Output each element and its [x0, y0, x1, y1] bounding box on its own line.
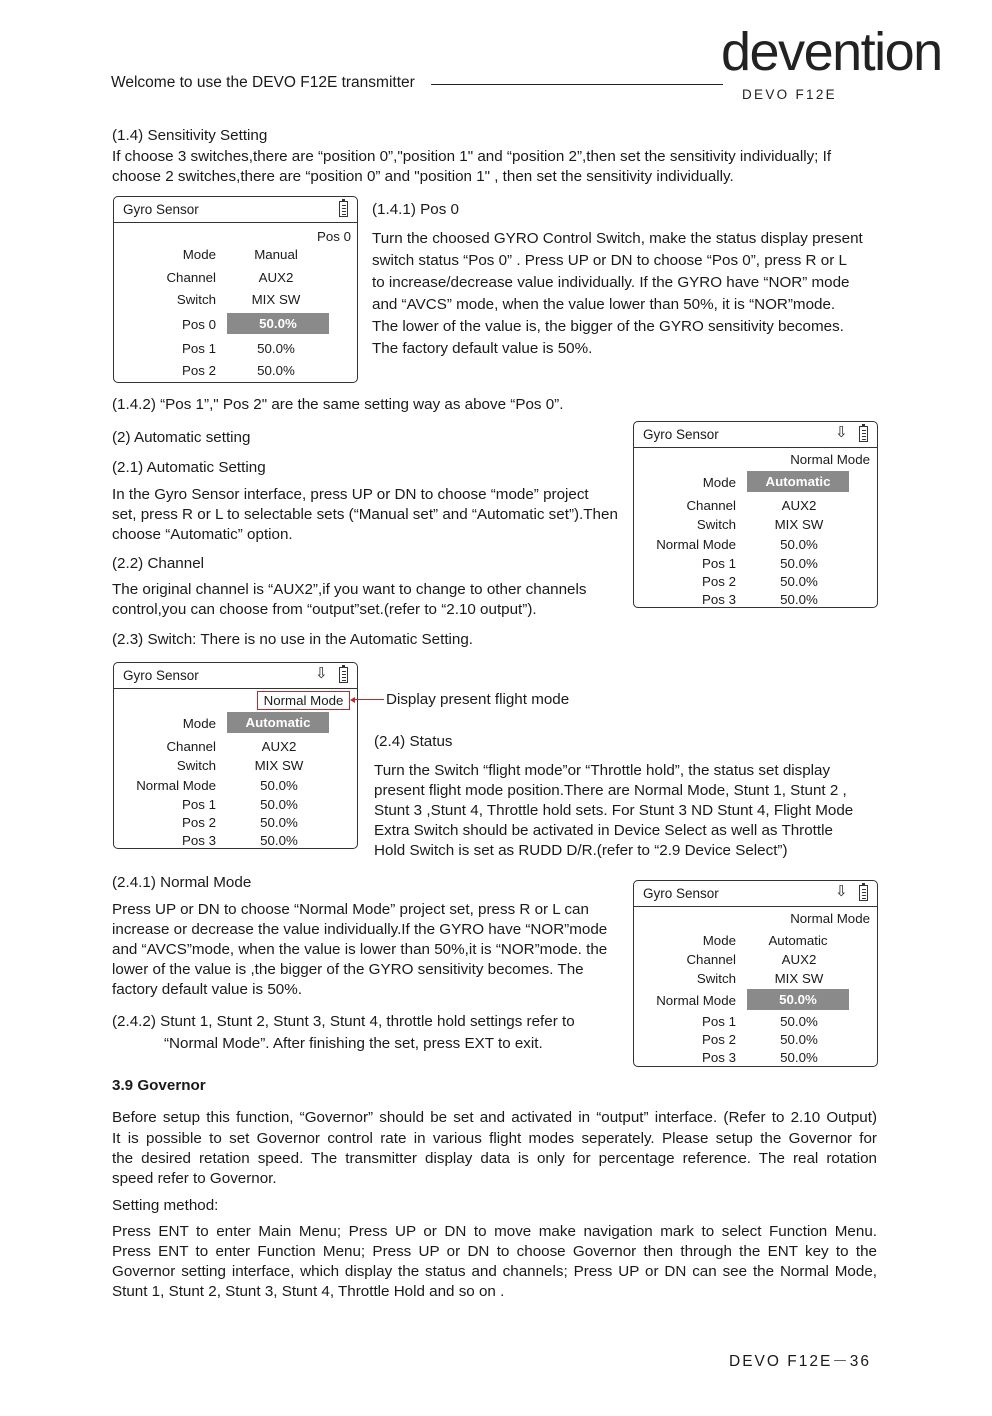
section-3-9-line: the desired retation speed. The transmitter display data is only for percentage reference. The real rotation — [112, 1150, 877, 1167]
section-1-4-heading: (1.4) Sensitivity Setting — [112, 127, 268, 144]
section-2-4-heading: (2.4) Status — [374, 733, 453, 750]
lcd-title: Gyro Sensor — [643, 886, 719, 901]
lcd-row-label: Pos 2 — [701, 574, 736, 589]
lcd-row-label: Channel — [166, 270, 216, 285]
section-1-4-1-line: Turn the choosed GYRO Control Switch, make the status display present — [372, 230, 863, 247]
header-title: Welcome to use the DEVO F12E transmitter — [111, 74, 415, 91]
lcd-highlighted-value: Automatic — [747, 471, 849, 492]
section-2-4-2-line-2: “Normal Mode”. After finishing the set, press EXT to exit. — [164, 1035, 543, 1052]
lcd-row-label: Pos 1 — [181, 797, 216, 812]
setting-method-line: Press ENT to enter Function Menu; Press UP or DN to choose Governor then through the ENT key to the — [112, 1243, 877, 1260]
lcd-row-value: 50.0% — [780, 592, 818, 607]
lcd-row-label: Switch — [696, 971, 736, 986]
lcd-row-value: 50.0% — [260, 815, 298, 830]
lcd-row-value: 50.0% — [780, 574, 818, 589]
lcd-row-label: Switch — [176, 292, 216, 307]
lcd-row-label: Channel — [686, 498, 736, 513]
lcd-state-highlighted: Normal Mode — [257, 691, 350, 710]
lcd-highlighted-value: Automatic — [227, 712, 329, 733]
lcd-row-label: Pos 2 — [181, 363, 216, 378]
section-2-4-line: present flight mode position.There are Normal Mode, Stunt 1, Stunt 2 , — [374, 782, 847, 799]
lcd-header — [634, 881, 877, 907]
lcd-gyro-sensor-automatic — [633, 421, 878, 608]
section-2-2-line: The original channel is “AUX2”,if you want to change to other channels — [112, 581, 587, 598]
logo-subtitle: DEVO F12E — [742, 87, 837, 102]
down-arrow-icon: ⇩ — [835, 883, 848, 900]
lcd-highlighted-value: 50.0% — [227, 313, 329, 334]
lcd-row-label: Normal Mode — [656, 993, 736, 1008]
section-2-4-1-heading: (2.4.1) Normal Mode — [112, 874, 252, 891]
section-2-4-line: Stunt 3 ,Stunt 4, Throttle hold sets. For Stunt 3 ND Stunt 4, Flight Mode — [374, 802, 854, 819]
lcd-row-value: MIX SW — [254, 758, 304, 773]
section-2-1-line: In the Gyro Sensor interface, press UP or DN to choose “mode” project — [112, 486, 589, 503]
section-2-heading: (2) Automatic setting — [112, 429, 251, 446]
section-2-3-line: (2.3) Switch: There is no use in the Automatic Setting. — [112, 631, 474, 648]
section-1-4-2: (1.4.2) “Pos 1”," Pos 2" are the same setting way as above “Pos 0”. — [112, 396, 564, 413]
lcd-row-label: Pos 1 — [701, 556, 736, 571]
section-2-2-line: control,you can choose from “output”set.(refer to “2.10 output”). — [112, 601, 537, 618]
lcd-row-value: Manual — [254, 247, 298, 262]
lcd-title: Gyro Sensor — [643, 427, 719, 442]
lcd-row-label: Switch — [696, 517, 736, 532]
lcd-row-label: Channel — [686, 952, 736, 967]
lcd-header — [634, 422, 877, 448]
down-arrow-icon: ⇩ — [315, 665, 328, 682]
lcd-row-value: Automatic — [768, 933, 828, 948]
section-2-4-1-line: Press UP or DN to choose “Normal Mode” project set, press R or L can — [112, 901, 589, 918]
lcd-title: Gyro Sensor — [123, 202, 199, 217]
battery-icon — [859, 885, 868, 901]
section-1-4-1-line: switch status “Pos 0” . Press UP or DN to choose “Pos 0”, press R or L — [372, 252, 847, 269]
section-2-2-heading: (2.2) Channel — [112, 555, 205, 572]
down-arrow-icon: ⇩ — [835, 424, 848, 441]
section-2-1-heading: (2.1) Automatic Setting — [112, 459, 266, 476]
lcd-row-value: 50.0% — [780, 537, 818, 552]
section-3-9-line: Before setup this function, “Governor” should be set and activated in “output” interface. (Refer to 2.10 Output) — [112, 1109, 877, 1126]
section-3-9-heading: 3.9 Governor — [112, 1077, 206, 1094]
setting-method-line: Governor setting interface, which display the status and channels; Press UP or DN can see the Normal Mode, — [112, 1263, 877, 1280]
setting-method-line: Press ENT to enter Main Menu; Press UP or DN to move make navigation mark to select Function Menu. — [112, 1223, 877, 1240]
section-1-4-1-line: The lower of the value is, the bigger of the GYRO sensitivity becomes. — [372, 318, 844, 335]
lcd-highlighted-value: 50.0% — [747, 989, 849, 1010]
callout-arrowhead — [350, 697, 355, 703]
lcd-row-value: AUX2 — [781, 952, 817, 967]
lcd-row-label: Pos 2 — [181, 815, 216, 830]
section-2-4-2-line-1: (2.4.2) Stunt 1, Stunt 2, Stunt 3, Stunt 4, throttle hold settings refer to — [112, 1013, 575, 1030]
section-2-1-line: set, press R or L to selectable sets (“Manual set” and “Automatic set”).Then — [112, 506, 618, 523]
lcd-row-label: Pos 0 — [181, 317, 216, 332]
lcd-row-value: 50.0% — [780, 1050, 818, 1065]
lcd-row-value: 50.0% — [260, 797, 298, 812]
section-2-4-1-line: lower of the value is ,the bigger of the GYRO sensitivity becomes. The — [112, 961, 584, 978]
header-rule — [431, 84, 723, 85]
lcd-title: Gyro Sensor — [123, 668, 199, 683]
lcd-row-label: Pos 1 — [701, 1014, 736, 1029]
section-3-9-line: It is possible to set Governor control rate in various flight modes seperately. Please setup the Governor for — [112, 1130, 877, 1147]
page-footer: DEVO F12E－36 — [729, 1353, 872, 1370]
lcd-gyro-sensor-manual — [113, 196, 358, 383]
callout-line — [354, 699, 384, 700]
lcd-state: Pos 0 — [316, 229, 351, 244]
devention-logo: devention — [721, 22, 942, 82]
lcd-row-value: 50.0% — [260, 833, 298, 848]
lcd-row-label: Pos 3 — [701, 1050, 736, 1065]
section-2-4-1-line: increase or decrease the value individually.If the GYRO have “NOR”mode — [112, 921, 608, 938]
section-3-9-line: speed refer to Governor. — [112, 1170, 277, 1187]
section-2-1-line: choose “Automatic” option. — [112, 526, 293, 543]
lcd-row-label: Pos 2 — [701, 1032, 736, 1047]
section-1-4-1-heading: (1.4.1) Pos 0 — [372, 201, 459, 218]
lcd-row-label: Mode — [702, 933, 736, 948]
lcd-row-value: AUX2 — [781, 498, 817, 513]
lcd-row-label: Mode — [702, 475, 736, 490]
lcd-row-value: MIX SW — [774, 517, 824, 532]
lcd-header — [114, 197, 357, 223]
lcd-row-value: 50.0% — [780, 1014, 818, 1029]
section-1-4-1-line: The factory default value is 50%. — [372, 340, 593, 357]
lcd-header — [114, 663, 357, 689]
lcd-row-value: 50.0% — [257, 363, 295, 378]
section-1-4-1-line: to increase/decrease value individually. If the GYRO have “NOR” mode — [372, 274, 850, 291]
section-1-4-line-1: If choose 3 switches,there are “position 0”,"position 1" and “position 2”,then set the sensitivity individually; If — [112, 148, 832, 165]
lcd-row-label: Pos 3 — [181, 833, 216, 848]
lcd-row-value: 50.0% — [257, 341, 295, 356]
section-2-4-line: Extra Switch should be activated in Device Select as well as Throttle — [374, 822, 833, 839]
battery-icon — [339, 667, 348, 683]
lcd-row-value: 50.0% — [260, 778, 298, 793]
lcd-row-value: AUX2 — [258, 270, 294, 285]
battery-icon — [859, 426, 868, 442]
setting-method-line: Stunt 1, Stunt 2, Stunt 3, Stunt 4, Throttle Hold and so on . — [112, 1283, 505, 1300]
battery-icon — [339, 201, 348, 217]
lcd-row-value: MIX SW — [774, 971, 824, 986]
lcd-row-value: 50.0% — [780, 1032, 818, 1047]
section-2-4-line: Turn the Switch “flight mode”or “Throttle hold”, the status set display — [374, 762, 831, 779]
lcd-gyro-sensor-normal-mode — [633, 880, 878, 1067]
lcd-row-value: 50.0% — [780, 556, 818, 571]
lcd-row-label: Switch — [176, 758, 216, 773]
lcd-row-label: Pos 1 — [181, 341, 216, 356]
section-2-4-1-line: and “AVCS”mode, when the value is lower than 50%,it is “NOR”mode. the — [112, 941, 608, 958]
lcd-row-value: MIX SW — [251, 292, 301, 307]
lcd-gyro-sensor-status — [113, 662, 358, 849]
setting-method-heading: Setting method: — [112, 1197, 219, 1214]
section-1-4-1-line: and “AVCS” mode, when the value lower than 50%, it is “NOR”mode. — [372, 296, 836, 313]
callout-label: Display present flight mode — [386, 691, 570, 708]
lcd-row-label: Channel — [166, 739, 216, 754]
section-2-4-1-line: factory default value is 50%. — [112, 981, 302, 998]
lcd-row-label: Normal Mode — [136, 778, 216, 793]
lcd-row-label: Pos 3 — [701, 592, 736, 607]
section-1-4-line-2: choose 2 switches,there are “position 0” and "position 1" , then set the sensitivity individually. — [112, 168, 734, 185]
lcd-row-value: AUX2 — [261, 739, 297, 754]
lcd-row-label: Normal Mode — [656, 537, 736, 552]
lcd-state: Normal Mode — [790, 911, 870, 926]
lcd-row-label: Mode — [182, 716, 216, 731]
lcd-state: Normal Mode — [790, 452, 870, 467]
section-2-4-line: Hold Switch is set as RUDD D/R.(refer to “2.9 Device Select”) — [374, 842, 788, 859]
lcd-row-label: Mode — [182, 247, 216, 262]
